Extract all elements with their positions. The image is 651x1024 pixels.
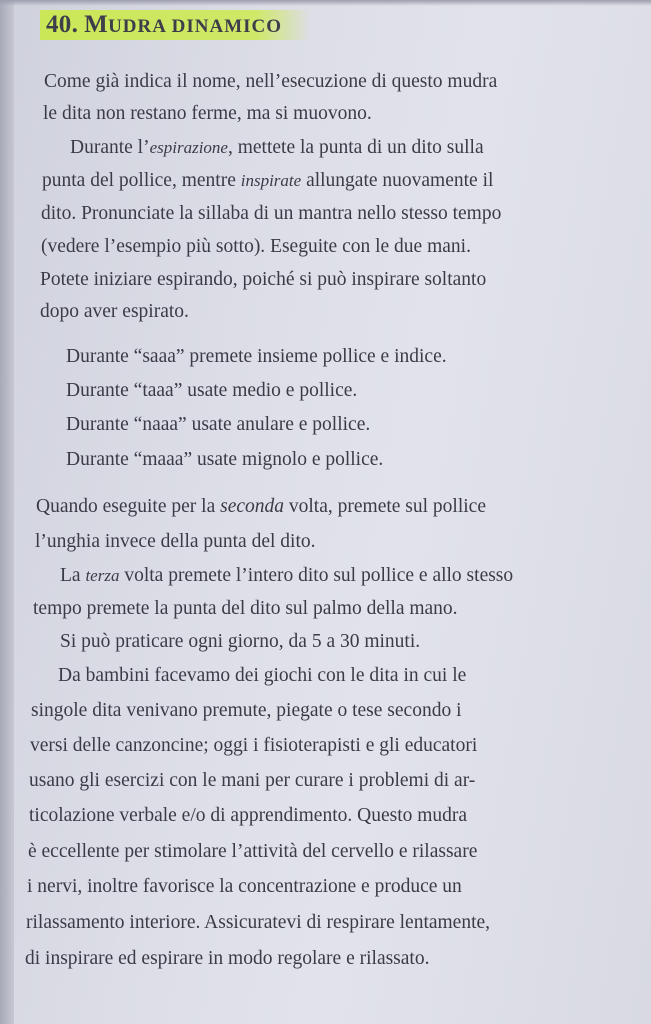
- p2-line-1: [70, 138, 484, 158]
- p6-line-3: versi delle canzoncine; oggi i fisioterapisti e gli educatori: [30, 735, 478, 756]
- p2-text: allungate nuovamente il: [301, 170, 494, 191]
- p3-italic-seconda: seconda: [220, 496, 285, 517]
- p4-line-2: tempo premete la punta del dito sul palmo della mano.: [33, 598, 458, 619]
- p2-line-2: [42, 171, 493, 191]
- p2-text: punta del pollice, mentre: [42, 170, 241, 191]
- p4-text: La: [60, 565, 86, 586]
- step-saaa: Durante “saaa” premete insieme pollice e indice.: [66, 346, 447, 367]
- p1-line-2: le dita non restano ferme, ma si muovono.: [43, 103, 372, 124]
- p2-line-4: (vedere l’esempio più sotto). Eseguite con le due mani.: [41, 236, 471, 257]
- p3-text: Quando eseguite per la: [36, 496, 221, 517]
- p6-line-2: singole dita venivano premute, piegate o tese secondo i: [31, 700, 462, 721]
- p2-italic-espirazione: espirazione: [149, 138, 228, 157]
- heading-initial: M: [84, 11, 109, 38]
- step-naaa: Durante “naaa” usate anulare e pollice.: [66, 414, 371, 435]
- p6-line-6: è eccellente per stimolare l’attività del cervello e rilassare: [28, 841, 478, 862]
- p6-line-4: usano gli esercizi con le mani per curare i problemi di ar-: [29, 770, 476, 791]
- page-top-edge: [0, 0, 651, 6]
- p1-line-1: Come già indica il nome, nell’esecuzione di questo mudra: [44, 71, 498, 92]
- step-maaa: Durante “maaa” usate mignolo e pollice.: [66, 449, 384, 470]
- p6-line-7: i nervi, inoltre favorisce la concentrazione e produce un: [27, 876, 462, 897]
- p6-line-1: Da bambini facevamo dei giochi con le dita in cui le: [58, 665, 467, 686]
- p3-text: volta, premete sul pollice: [284, 496, 486, 517]
- p6-line-8: rilassamento interiore. Assicuratevi di respirare lentamente,: [26, 912, 491, 933]
- heading-title: UDRA DINAMICO: [108, 16, 283, 37]
- page-binding-edge: [0, 0, 14, 1024]
- p2-text: Durante l’: [70, 137, 150, 158]
- p2-line-3: dito. Pronunciate la sillaba di un mantra nello stesso tempo: [41, 203, 502, 224]
- p2-line-6: dopo aver espirato.: [40, 301, 189, 322]
- p3-line-1: [36, 497, 486, 517]
- chapter-heading: [40, 10, 310, 40]
- p6-line-5: ticolazione verbale e/o di apprendimento. Questo mudra: [29, 805, 468, 826]
- p3-line-2: l’unghia invece della punta del dito.: [35, 531, 316, 552]
- heading-number: 40.: [46, 11, 79, 38]
- p4-text: volta premete l’intero dito sul pollice e allo stesso: [119, 565, 514, 586]
- p2-italic-inspirate: inspirate: [240, 171, 302, 190]
- p6-line-9: di inspirare ed espirare in modo regolare e rilassato.: [25, 948, 430, 969]
- p2-text: , mettete la punta di un dito sulla: [227, 137, 484, 158]
- p5-line-1: Si può praticare ogni giorno, da 5 a 30 minuti.: [60, 631, 421, 652]
- step-taaa: Durante “taaa” usate medio e pollice.: [66, 380, 358, 401]
- p2-line-5: Potete iniziare espirando, poiché si può inspirare soltanto: [40, 269, 487, 290]
- p4-line-1: [60, 566, 513, 586]
- p4-italic-terza: terza: [85, 566, 120, 585]
